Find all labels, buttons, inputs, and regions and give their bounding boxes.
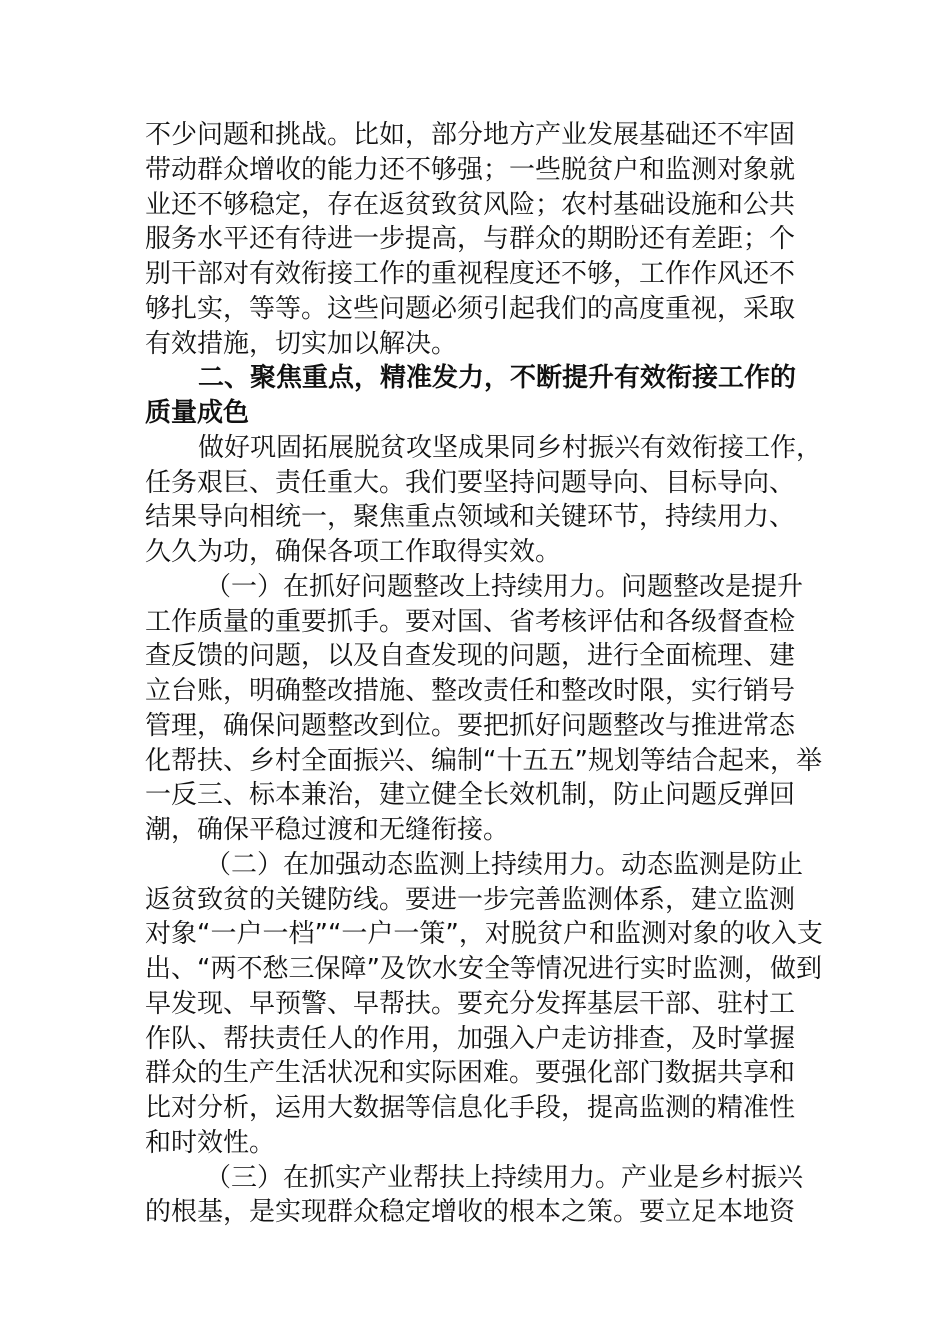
text-line: 立台账，明确整改措施、整改责任和整改时限，实行销号 <box>145 676 796 706</box>
text-line: 不少问题和挑战。比如，部分地方产业发展基础还不牢固 <box>145 120 796 150</box>
text-line: 对象“一户一档”“一户一策”，对脱贫户和监测对象的收入支 <box>145 919 823 950</box>
text-line: 久久为功，确保各项工作取得实效。 <box>145 537 562 567</box>
subsection-line: （二）在加强动态监测上持续用力。动态监测是防止 <box>205 849 804 880</box>
text-line: 任务艰巨、责任重大。我们要坚持问题导向、目标导向、 <box>145 467 796 498</box>
text-line: 查反馈的问题，以及自查发现的问题，进行全面梳理、建 <box>145 641 796 672</box>
text-line: 带动群众增收的能力还不够强；一些脱贫户和监测对象就 <box>145 154 796 185</box>
text-line: 作队、帮扶责任人的作用，加强入户走访排查，及时掌握 <box>145 1023 796 1054</box>
text-line: 管理，确保问题整改到位。要把抓好问题整改与推进常态 <box>145 710 796 741</box>
text-line: 做好巩固拓展脱贫攻坚成果同乡村振兴有效衔接工作， <box>198 432 823 463</box>
text-line: 比对分析，运用大数据等信息化手段，提高监测的精准性 <box>145 1093 796 1123</box>
text-line: 早发现、早预警、早帮扶。要充分发挥基层干部、驻村工 <box>145 988 796 1019</box>
text-line: 群众的生产生活状况和实际困难。要强化部门数据共享和 <box>145 1058 796 1089</box>
text-line: 有效措施，切实加以解决。 <box>145 328 458 359</box>
text-line: 返贫致贫的关键防线。要进一步完善监测体系，建立监测 <box>145 884 796 915</box>
text-line: 够扎实，等等。这些问题必须引起我们的高度重视，采取 <box>145 293 796 324</box>
text-line: 工作质量的重要抓手。要对国、省考核评估和各级督查检 <box>145 606 796 637</box>
text-line: 结果导向相统一，聚焦重点领域和关键环节，持续用力、 <box>145 502 796 533</box>
section-heading: 二、聚焦重点，精准发力，不断提升有效衔接工作的 <box>198 363 797 394</box>
text-line: 的根基，是实现群众稳定增收的根本之策。要立足本地资 <box>145 1197 796 1228</box>
text-line: 服务水平还有待进一步提高，与群众的期盼还有差距；个 <box>145 224 796 255</box>
text-line: 和时效性。 <box>145 1127 276 1158</box>
text-line: 业还不够稳定，存在返贫致贫风险；农村基础设施和公共 <box>145 189 796 220</box>
text-line: 别干部对有效衔接工作的重视程度还不够，工作作风还不 <box>145 259 796 289</box>
text-line: 化帮扶、乡村全面振兴、编制“十五五”规划等结合起来，举 <box>145 745 822 776</box>
text-line: 一反三、标本兼治，建立健全长效机制，防止问题反弹回 <box>145 780 796 811</box>
subsection-line: （一）在抓好问题整改上持续用力。问题整改是提升 <box>205 571 804 602</box>
subsection-line: （三）在抓实产业帮扶上持续用力。产业是乡村振兴 <box>205 1162 804 1193</box>
section-heading-cont: 质量成色 <box>145 398 250 428</box>
text-line: 潮，确保平稳过渡和无缝衔接。 <box>145 815 510 845</box>
text-line: 出、“两不愁三保障”及饮水安全等情况进行实时监测，做到 <box>145 954 822 984</box>
